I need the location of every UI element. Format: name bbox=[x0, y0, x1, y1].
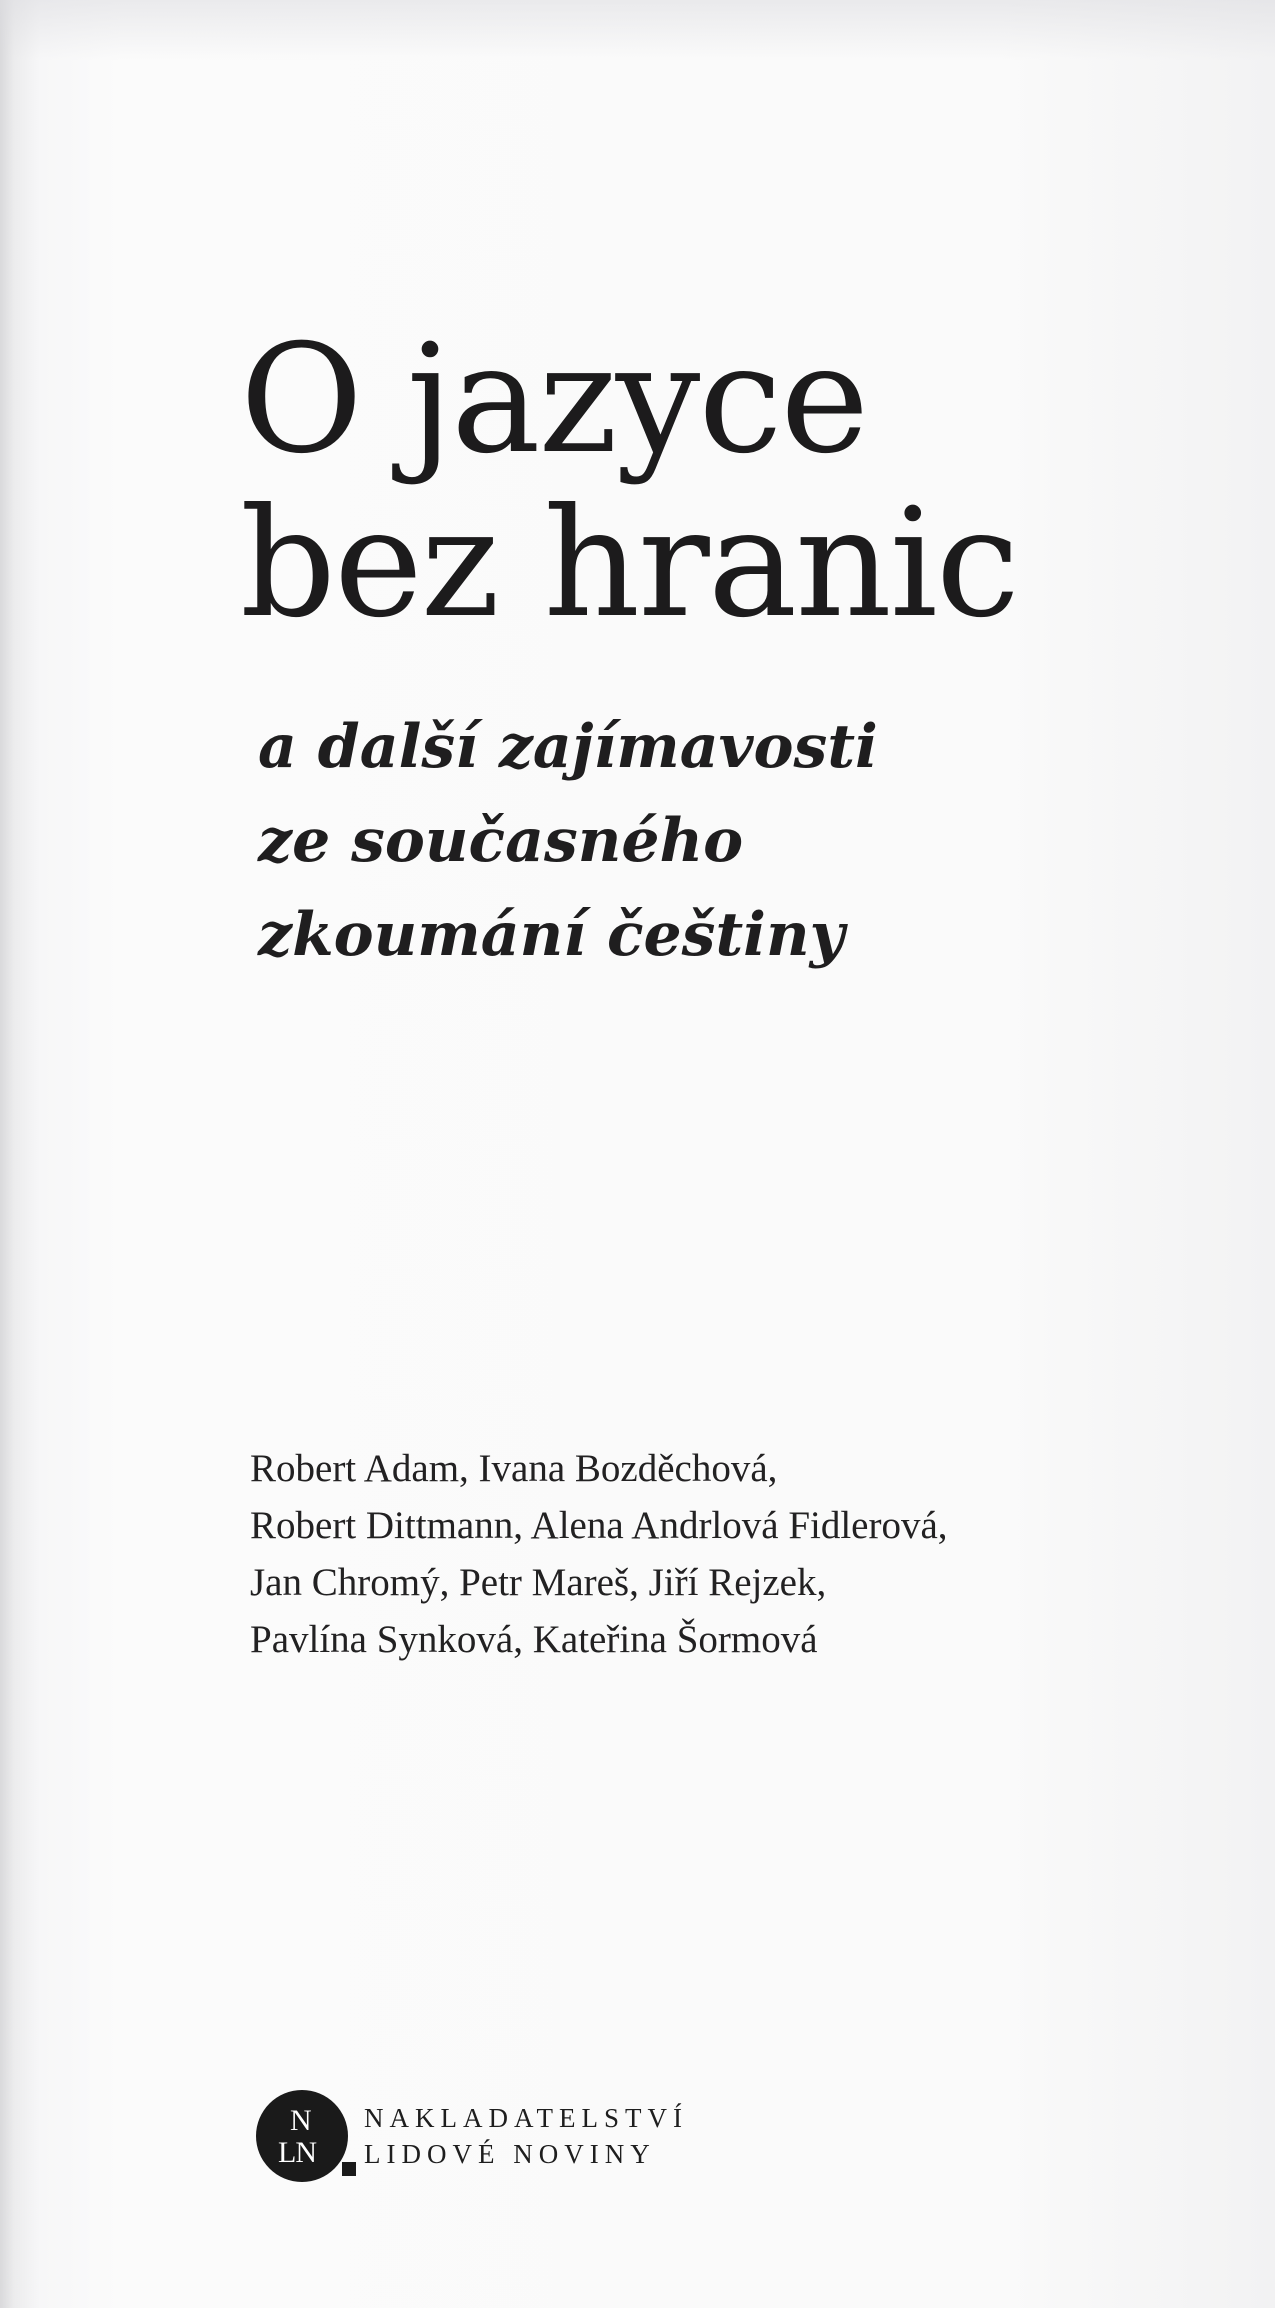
book-subtitle-line-2: ze současného bbox=[258, 806, 744, 876]
publisher-logo-square-icon bbox=[342, 2162, 356, 2176]
book-subtitle-line-1: a další zajímavosti bbox=[258, 712, 878, 782]
publisher-logo bbox=[256, 2090, 348, 2182]
author-list bbox=[250, 1440, 948, 1668]
book-subtitle-line-3: zkoumání češtiny bbox=[258, 900, 845, 970]
author-line-4: Pavlína Synková, Kateřina Šormová bbox=[250, 1618, 818, 1661]
author-line-1: Robert Adam, Ivana Bozděchová, bbox=[250, 1447, 778, 1490]
publisher-name-line-1: NAKLADATELSTVÍ bbox=[364, 2103, 688, 2133]
book-title-line-1: O jazyce bbox=[240, 313, 868, 487]
publisher-block bbox=[256, 2090, 688, 2182]
publisher-name-line-2: LIDOVÉ NOVINY bbox=[364, 2139, 656, 2169]
book-subtitle bbox=[258, 700, 878, 982]
author-line-3: Jan Chromý, Petr Mareš, Jiří Rejzek, bbox=[250, 1561, 827, 1604]
book-title-line-2: bez hranic bbox=[240, 477, 1018, 651]
publisher-logo-bottom-letters: LN bbox=[278, 2136, 316, 2169]
author-line-2: Robert Dittmann, Alena Andrlová Fidlerová, bbox=[250, 1504, 948, 1547]
publisher-logo-top-letter: N bbox=[290, 2104, 312, 2137]
book-title bbox=[240, 313, 1018, 651]
publisher-name bbox=[364, 2100, 688, 2172]
